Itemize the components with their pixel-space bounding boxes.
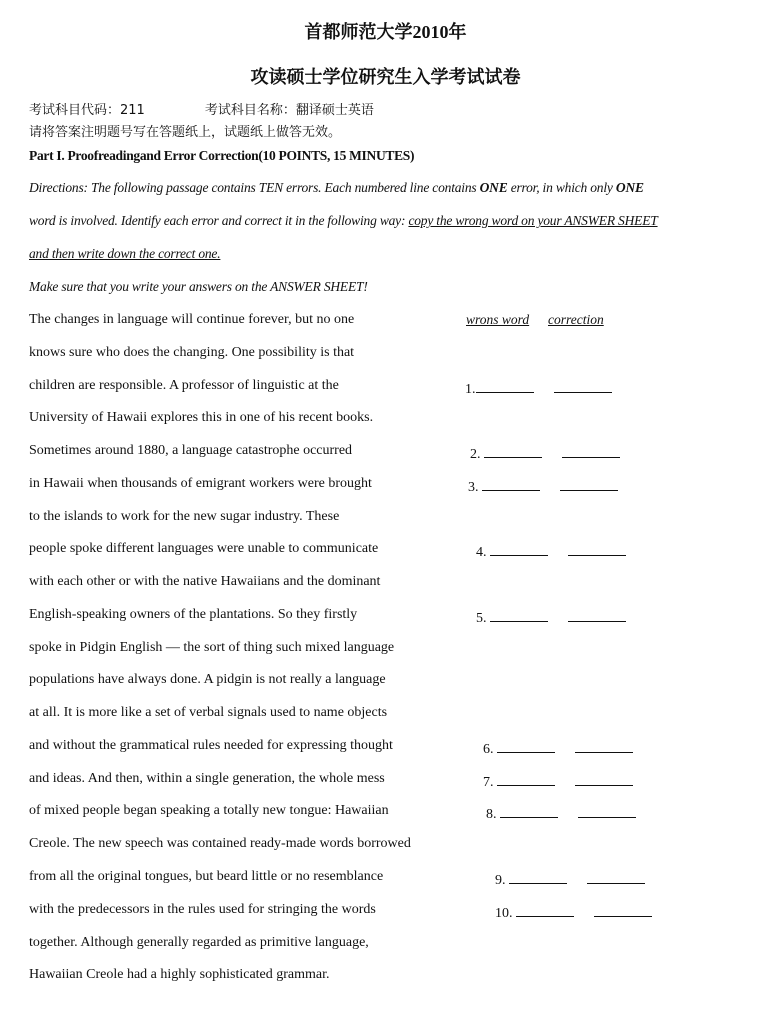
wrong-word-blank[interactable]: [482, 476, 540, 491]
item-number: 6.: [483, 742, 494, 757]
item-number: 1.: [465, 382, 476, 397]
wrong-word-blank[interactable]: [497, 738, 555, 753]
exam-subtitle: 攻读硕士学位研究生入学考试试卷: [250, 67, 521, 87]
answer-row: [495, 902, 652, 922]
directions-underlined: copy the wrong word on your ANSWER SHEET: [408, 213, 658, 228]
passage-line: with the predecessors in the rules used for stringing the words: [29, 902, 376, 917]
answer-instruction: 请将答案注明题号写在答题纸上，试题纸上做答无效。: [29, 125, 342, 140]
passage-line: together. Although generally regarded as primitive language,: [29, 935, 369, 950]
directions-line-2: [29, 213, 658, 229]
item-number: 7.: [483, 775, 494, 790]
wrong-word-blank[interactable]: [497, 771, 555, 786]
passage-line: and without the grammatical rules needed for expressing thought: [29, 738, 393, 753]
correction-blank[interactable]: [554, 378, 612, 393]
passage-line: University of Hawaii explores this in one of his recent books.: [29, 410, 374, 425]
passage-line: Sometimes around 1880, a language catastrophe occurred: [29, 443, 353, 458]
item-number: 3.: [468, 480, 479, 495]
correction-blank[interactable]: [594, 902, 652, 917]
directions-line-3: and then write down the correct one.: [29, 246, 221, 261]
passage-line: and ideas. And then, within a single generation, the whole mess: [29, 771, 385, 786]
correction-header: correction: [548, 312, 604, 327]
subject-name: 考试科目名称：翻译硕士英语: [204, 103, 374, 118]
wrong-word-blank[interactable]: [490, 607, 548, 622]
answer-row: [483, 771, 633, 791]
passage-line: children are responsible. A professor of linguistic at the: [29, 378, 339, 393]
item-number: 9.: [495, 873, 506, 888]
correction-blank[interactable]: [568, 541, 626, 556]
answer-row: [465, 378, 612, 398]
passage-line: knows sure who does the changing. One possibility is that: [29, 345, 355, 360]
correction-blank[interactable]: [575, 771, 633, 786]
directions-text: error, in which only: [507, 180, 616, 195]
wrong-word-blank[interactable]: [476, 378, 534, 393]
item-number: 4.: [476, 545, 487, 560]
correction-blank[interactable]: [587, 869, 645, 884]
answer-row: [486, 803, 636, 823]
wrong-word-blank[interactable]: [484, 443, 542, 458]
answer-row: [468, 476, 618, 496]
directions-text: Directions: The following passage contains TEN errors. Each numbered line contains: [29, 180, 480, 195]
passage-line: of mixed people began speaking a totally new tongue: Hawaiian: [29, 803, 389, 818]
passage-line: in Hawaii when thousands of emigrant workers were brought: [29, 476, 372, 491]
correction-blank[interactable]: [568, 607, 626, 622]
item-number: 2.: [470, 447, 481, 462]
item-number: 5.: [476, 611, 487, 626]
answer-row: [476, 541, 626, 561]
answer-row: [470, 443, 620, 463]
wrong-word-blank[interactable]: [516, 902, 574, 917]
directions-text: word is involved. Identify each error and correct it in the following way:: [29, 213, 409, 228]
passage-line: to the islands to work for the new sugar industry. These: [29, 509, 340, 524]
subject-code: 考试科目代码：211: [29, 103, 145, 118]
part-title: Part I. Proofreadingand Error Correction(10 POINTS, 15 MINUTES): [29, 148, 415, 163]
correction-blank[interactable]: [560, 476, 618, 491]
item-number: 10.: [495, 906, 513, 921]
answer-row: [495, 869, 645, 889]
directions-emphasis: ONE: [479, 180, 508, 195]
passage-line: Hawaiian Creole had a highly sophisticated grammar.: [29, 967, 330, 982]
passage-line: with each other or with the native Hawaiians and the dominant: [29, 574, 381, 589]
passage-line: The changes in language will continue forever, but no one: [29, 312, 355, 327]
passage-line: at all. It is more like a set of verbal signals used to name objects: [29, 705, 388, 720]
item-number: 8.: [486, 807, 497, 822]
passage-line: from all the original tongues, but beard little or no resemblance: [29, 869, 384, 884]
passage-line: people spoke different languages were unable to communicate: [29, 541, 379, 556]
answer-row: [483, 738, 633, 758]
correction-blank[interactable]: [575, 738, 633, 753]
correction-blank[interactable]: [562, 443, 620, 458]
directions-emphasis: ONE: [615, 180, 644, 195]
passage-line: spoke in Pidgin English — the sort of thing such mixed language: [29, 640, 395, 655]
passage-line: populations have always done. A pidgin is not really a language: [29, 672, 386, 687]
directions-line-1: [29, 180, 644, 196]
passage-line: English-speaking owners of the plantations. So they firstly: [29, 607, 358, 622]
exam-title: 首都师范大学2010年: [304, 22, 467, 42]
wrong-word-blank[interactable]: [509, 869, 567, 884]
correction-blank[interactable]: [578, 803, 636, 818]
wrong-word-header: wrons word: [466, 312, 530, 327]
wrong-word-blank[interactable]: [490, 541, 548, 556]
passage-line: Creole. The new speech was contained ready-made words borrowed: [29, 836, 411, 851]
directions-line-4: Make sure that you write your answers on the ANSWER SHEET!: [29, 279, 368, 294]
wrong-word-blank[interactable]: [500, 803, 558, 818]
answer-row: [476, 607, 626, 627]
subject-info: [29, 99, 374, 118]
